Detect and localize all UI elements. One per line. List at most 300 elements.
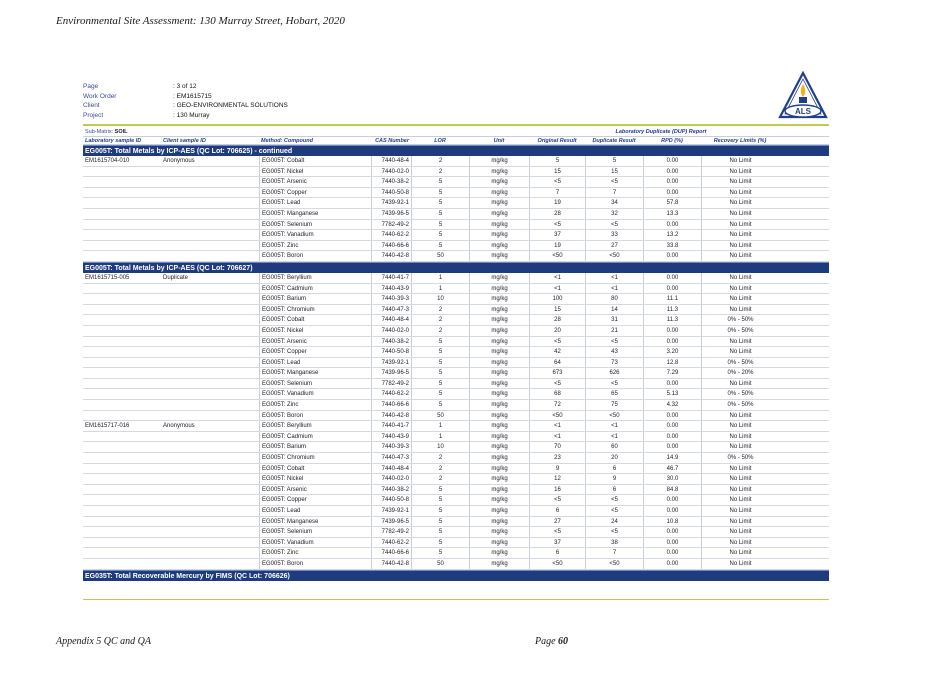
table-cell: 7440-48-4	[371, 315, 411, 325]
table-row	[83, 517, 829, 528]
table-cell: 0.00	[643, 538, 701, 548]
table-cell: No Limit	[701, 273, 779, 283]
table-cell: mg/kg	[469, 506, 529, 516]
table-cell: 7440-47-3	[371, 305, 411, 315]
table-cell: mg/kg	[469, 188, 529, 198]
table-cell: EG005T: Zinc	[259, 400, 371, 410]
table-cell: <5	[585, 495, 643, 505]
table-cell: No Limit	[701, 188, 779, 198]
table-cell	[161, 517, 259, 527]
column-header: Laboratory sample ID	[85, 137, 142, 144]
table-cell: 0.00	[643, 188, 701, 198]
table-cell: 7440-43-9	[371, 284, 411, 294]
table-cell	[161, 453, 259, 463]
table-cell: 6	[585, 464, 643, 474]
table-cell: No Limit	[701, 284, 779, 294]
table-cell: EG005T: Boron	[259, 559, 371, 569]
table-cell: EG005T: Beryllium	[259, 273, 371, 283]
table-cell: 65	[585, 389, 643, 399]
table-cell	[83, 294, 161, 304]
table-cell: 7440-38-2	[371, 485, 411, 495]
table-row	[83, 188, 829, 199]
table-row	[83, 442, 829, 453]
table-cell: 13.2	[643, 230, 701, 240]
table-cell: mg/kg	[469, 411, 529, 421]
table-cell: No Limit	[701, 421, 779, 431]
table-cell: No Limit	[701, 177, 779, 187]
table-cell: 0.00	[643, 506, 701, 516]
table-cell: 5	[411, 230, 469, 240]
table-cell	[83, 379, 161, 389]
table-cell	[161, 495, 259, 505]
table-row	[83, 294, 829, 305]
table-cell	[83, 167, 161, 177]
table-body	[83, 145, 829, 581]
table-cell: <50	[529, 251, 585, 261]
table-cell: No Limit	[701, 156, 779, 166]
table-cell: <1	[585, 284, 643, 294]
table-cell: mg/kg	[469, 453, 529, 463]
table-cell: 7440-50-8	[371, 188, 411, 198]
table-cell: No Limit	[701, 251, 779, 261]
table-cell: EG005T: Cadmium	[259, 432, 371, 442]
table-cell	[161, 188, 259, 198]
table-cell: 14	[585, 305, 643, 315]
meta-row	[83, 101, 288, 111]
table-cell: 3.20	[643, 347, 701, 357]
table-cell: mg/kg	[469, 485, 529, 495]
table-cell: 5	[411, 548, 469, 558]
table-cell: EG005T: Copper	[259, 347, 371, 357]
table-cell: mg/kg	[469, 209, 529, 219]
column-header: LOR	[434, 137, 446, 144]
sub-matrix-value: SOIL	[114, 128, 128, 135]
page-number-value: 60	[558, 636, 569, 647]
table-cell: EG005T: Boron	[259, 411, 371, 421]
table-cell: 7440-66-6	[371, 548, 411, 558]
table-cell: 10	[411, 294, 469, 304]
table-cell: 7440-66-6	[371, 241, 411, 251]
table-row	[83, 167, 829, 178]
table-cell: EG005T: Vanadium	[259, 538, 371, 548]
table-row	[83, 389, 829, 400]
table-row	[83, 379, 829, 390]
table-row	[83, 198, 829, 209]
table-cell: 626	[585, 368, 643, 378]
table-cell: No Limit	[701, 506, 779, 516]
table-cell: No Limit	[701, 527, 779, 537]
table-cell: 15	[529, 305, 585, 315]
table-cell: 0.00	[643, 273, 701, 283]
column-header: Unit	[493, 137, 505, 144]
meta-value: : EM1615715	[173, 92, 212, 100]
table-cell: 7440-38-2	[371, 177, 411, 187]
meta-row	[83, 82, 288, 92]
table-cell: 16	[529, 485, 585, 495]
table-cell	[161, 474, 259, 484]
table-cell: EM1615717-016	[85, 423, 130, 430]
table-cell: 0% - 50%	[701, 358, 779, 368]
table-cell: 7440-41-7	[371, 273, 411, 283]
table-cell: 7439-96-5	[371, 209, 411, 219]
table-cell: 0% - 50%	[701, 453, 779, 463]
table-row	[83, 284, 829, 295]
table-cell: No Limit	[701, 474, 779, 484]
table-cell: EG005T: Manganese	[259, 368, 371, 378]
table-cell: 1	[411, 284, 469, 294]
table-cell: 7.29	[643, 368, 701, 378]
table-cell: Duplicate	[163, 274, 189, 281]
table-cell: EG005T: Copper	[259, 495, 371, 505]
table-cell	[161, 230, 259, 240]
table-cell: 7	[585, 188, 643, 198]
table-cell: 64	[529, 358, 585, 368]
table-cell	[83, 485, 161, 495]
table-cell: 7440-66-6	[371, 400, 411, 410]
table-row	[83, 538, 829, 549]
meta-label: Page	[83, 83, 99, 90]
sub-matrix-label: Sub-Matrix:	[85, 128, 114, 135]
table-cell: <1	[585, 421, 643, 431]
section-header: EG035T: Total Recoverable Mercury by FIMS (QC Lot: 706626)	[83, 570, 829, 581]
column-header: CAS Number	[375, 137, 409, 144]
table-cell: 5	[411, 220, 469, 230]
table-cell: 21	[585, 326, 643, 336]
table-cell	[83, 495, 161, 505]
table-cell: mg/kg	[469, 167, 529, 177]
table-cell: EG005T: Nickel	[259, 167, 371, 177]
table-cell: 7440-48-4	[371, 464, 411, 474]
table-cell: <1	[529, 273, 585, 283]
table-cell: mg/kg	[469, 495, 529, 505]
table-cell: 28	[529, 315, 585, 325]
table-cell: 0% - 50%	[701, 389, 779, 399]
table-cell: 7440-39-3	[371, 442, 411, 452]
table-cell: EG005T: Cobalt	[259, 464, 371, 474]
table-cell: 10	[411, 442, 469, 452]
table-cell: No Limit	[701, 198, 779, 208]
table-cell: mg/kg	[469, 198, 529, 208]
table-cell: <5	[585, 379, 643, 389]
table-cell: 10.8	[643, 517, 701, 527]
table-cell: EG005T: Lead	[259, 358, 371, 368]
table-row	[83, 347, 829, 358]
table-cell: 32	[585, 209, 643, 219]
table-cell: mg/kg	[469, 442, 529, 452]
duplicate-report-table	[83, 127, 829, 581]
table-cell: <1	[585, 273, 643, 283]
table-cell: 5	[411, 177, 469, 187]
table-cell: 1	[411, 432, 469, 442]
table-cell	[83, 464, 161, 474]
table-cell	[161, 326, 259, 336]
table-cell: 7439-92-1	[371, 358, 411, 368]
table-row	[83, 305, 829, 316]
table-cell	[83, 177, 161, 187]
table-cell: 15	[529, 167, 585, 177]
table-cell: 70	[529, 442, 585, 452]
table-cell: mg/kg	[469, 358, 529, 368]
table-cell: EG005T: Cobalt	[259, 156, 371, 166]
table-row	[83, 230, 829, 241]
als-logo	[777, 70, 829, 122]
table-cell: mg/kg	[469, 464, 529, 474]
table-cell: 7440-41-7	[371, 421, 411, 431]
table-row	[83, 220, 829, 231]
table-cell: No Limit	[701, 411, 779, 421]
sub-matrix	[83, 129, 491, 135]
table-cell: 7440-43-9	[371, 432, 411, 442]
table-cell: <1	[585, 432, 643, 442]
meta-label: Client	[83, 102, 100, 109]
table-cell: mg/kg	[469, 559, 529, 569]
table-cell: <50	[585, 559, 643, 569]
table-cell	[83, 368, 161, 378]
table-cell: mg/kg	[469, 400, 529, 410]
table-cell: mg/kg	[469, 421, 529, 431]
table-cell: 7440-50-8	[371, 347, 411, 357]
table-row	[83, 474, 829, 485]
table-cell: 0.00	[643, 548, 701, 558]
table-cell: 31	[585, 315, 643, 325]
table-cell: 57.8	[643, 198, 701, 208]
table-cell	[161, 284, 259, 294]
table-cell: 5	[411, 209, 469, 219]
table-cell	[161, 464, 259, 474]
table-cell	[161, 368, 259, 378]
table-cell: 0% - 50%	[701, 315, 779, 325]
table-cell	[161, 358, 259, 368]
table-cell: <5	[585, 527, 643, 537]
table-row	[83, 495, 829, 506]
table-cell: No Limit	[701, 230, 779, 240]
table-row	[83, 337, 829, 348]
table-cell: No Limit	[701, 167, 779, 177]
table-cell: mg/kg	[469, 326, 529, 336]
table-cell: 75	[585, 400, 643, 410]
table-cell: 673	[529, 368, 585, 378]
table-cell: 7440-48-4	[371, 156, 411, 166]
table-cell: <50	[585, 251, 643, 261]
table-cell: 30.0	[643, 474, 701, 484]
table-cell: 0.00	[643, 167, 701, 177]
table-cell: Anonymous	[163, 158, 195, 164]
table-cell: mg/kg	[469, 284, 529, 294]
table-cell: 14.9	[643, 453, 701, 463]
table-cell: 7782-49-2	[371, 527, 411, 537]
table-cell: 7440-42-8	[371, 411, 411, 421]
table-cell	[83, 347, 161, 357]
table-cell: 1	[411, 421, 469, 431]
table-cell: 20	[585, 453, 643, 463]
table-cell: <5	[529, 527, 585, 537]
table-cell: 0.00	[643, 432, 701, 442]
table-cell: 9	[585, 474, 643, 484]
table-cell	[161, 220, 259, 230]
table-cell: EG005T: Chromium	[259, 453, 371, 463]
table-cell: EM1615704-010	[85, 158, 130, 164]
meta-row	[83, 92, 288, 102]
table-cell: mg/kg	[469, 432, 529, 442]
table-cell: No Limit	[701, 517, 779, 527]
table-cell	[161, 411, 259, 421]
table-cell: 37	[529, 230, 585, 240]
appendix-label: Appendix 5 QC and QA	[56, 636, 151, 647]
table-cell: 7440-02-0	[371, 474, 411, 484]
table-cell: 5	[411, 347, 469, 357]
table-cell: Anonymous	[163, 423, 195, 430]
column-header: Original Result	[537, 137, 577, 144]
column-header: RPD (%)	[661, 137, 683, 144]
table-cell: EG005T: Barium	[259, 442, 371, 452]
table-cell: <5	[585, 337, 643, 347]
table-cell: 0.00	[643, 337, 701, 347]
section-header: EG005T: Total Metals by ICP-AES (QC Lot: 706627)	[83, 262, 829, 273]
column-header: Duplicate Result	[592, 137, 636, 144]
table-cell: No Limit	[701, 294, 779, 304]
table-cell	[161, 485, 259, 495]
table-cell: 0.00	[643, 495, 701, 505]
table-cell: 7440-62-2	[371, 389, 411, 399]
table-cell: EG005T: Arsenic	[259, 337, 371, 347]
table-row	[83, 506, 829, 517]
table-cell: 5	[585, 156, 643, 166]
table-cell: 27	[585, 241, 643, 251]
table-cell: 5	[411, 506, 469, 516]
table-cell: 11.1	[643, 294, 701, 304]
table-cell	[83, 506, 161, 516]
table-cell: 6	[529, 506, 585, 516]
table-cell: 2	[411, 453, 469, 463]
table-cell: 0.00	[643, 559, 701, 569]
table-cell	[83, 230, 161, 240]
table-cell	[83, 559, 161, 569]
table-cell: <1	[529, 421, 585, 431]
table-cell: <5	[529, 495, 585, 505]
table-cell: 7440-42-8	[371, 251, 411, 261]
meta-value: : GEO-ENVIRONMENTAL SOLUTIONS	[173, 102, 288, 109]
table-cell: mg/kg	[469, 517, 529, 527]
table-cell: EG005T: Copper	[259, 188, 371, 198]
table-cell	[83, 241, 161, 251]
table-cell: 5	[411, 495, 469, 505]
table-cell: 42	[529, 347, 585, 357]
table-cell	[83, 442, 161, 452]
table-cell: 0.00	[643, 220, 701, 230]
table-cell	[161, 442, 259, 452]
table-cell: <5	[529, 177, 585, 187]
table-row	[83, 464, 829, 475]
table-cell: 7439-92-1	[371, 506, 411, 516]
table-row	[83, 241, 829, 252]
table-cell: 7	[529, 188, 585, 198]
table-row	[83, 400, 829, 411]
table-row	[83, 326, 829, 337]
table-cell: No Limit	[701, 538, 779, 548]
table-cell: 0.00	[643, 251, 701, 261]
table-cell: 5	[411, 485, 469, 495]
table-cell: 84.8	[643, 485, 701, 495]
table-cell: EG005T: Selenium	[259, 220, 371, 230]
page-header: Environmental Site Assessment: 130 Murray Street, Hobart, 2020	[56, 15, 345, 27]
table-cell: <5	[585, 506, 643, 516]
table-cell: mg/kg	[469, 337, 529, 347]
table-cell	[83, 389, 161, 399]
table-cell	[83, 209, 161, 219]
column-header: Client sample ID	[163, 137, 206, 144]
table-cell	[83, 432, 161, 442]
column-header-row	[83, 136, 829, 145]
table-cell	[83, 251, 161, 261]
table-cell: mg/kg	[469, 230, 529, 240]
table-cell: No Limit	[701, 485, 779, 495]
table-cell: EG005T: Zinc	[259, 548, 371, 558]
table-cell: 73	[585, 358, 643, 368]
table-cell	[83, 198, 161, 208]
table-cell: <5	[529, 379, 585, 389]
table-cell: 0.00	[643, 411, 701, 421]
table-cell: 5	[411, 368, 469, 378]
table-cell: 0.00	[643, 284, 701, 294]
table-cell: <5	[585, 220, 643, 230]
table-cell: 5	[411, 517, 469, 527]
meta-row	[83, 111, 288, 121]
table-cell: 19	[529, 241, 585, 251]
table-row	[83, 358, 829, 369]
table-cell: 7	[585, 548, 643, 558]
table-row	[83, 559, 829, 570]
table-cell	[83, 284, 161, 294]
table-cell: 5.13	[643, 389, 701, 399]
table-cell	[161, 538, 259, 548]
table-cell: 0.00	[643, 421, 701, 431]
table-cell: 7440-02-0	[371, 167, 411, 177]
table-cell: mg/kg	[469, 273, 529, 283]
table-cell: 50	[411, 411, 469, 421]
table-cell: 7782-49-2	[371, 379, 411, 389]
table-cell: mg/kg	[469, 538, 529, 548]
table-cell: <50	[529, 559, 585, 569]
table-cell: 43	[585, 347, 643, 357]
table-row	[83, 209, 829, 220]
table-cell: 50	[411, 251, 469, 261]
table-cell: No Limit	[701, 209, 779, 219]
table-cell: 7439-96-5	[371, 368, 411, 378]
table-cell: EG005T: Vanadium	[259, 389, 371, 399]
table-cell	[161, 506, 259, 516]
table-cell: mg/kg	[469, 379, 529, 389]
table-cell: 7440-50-8	[371, 495, 411, 505]
table-cell: 100	[529, 294, 585, 304]
table-cell: No Limit	[701, 495, 779, 505]
table-cell: 2	[411, 326, 469, 336]
table-cell: 0% - 20%	[701, 368, 779, 378]
table-cell: 7440-42-8	[371, 559, 411, 569]
table-cell: EG005T: Barium	[259, 294, 371, 304]
table-cell: 7440-62-2	[371, 538, 411, 548]
table-cell	[83, 358, 161, 368]
table-cell: mg/kg	[469, 527, 529, 537]
table-cell: mg/kg	[469, 368, 529, 378]
table-cell: 15	[585, 167, 643, 177]
table-cell: EG005T: Arsenic	[259, 177, 371, 187]
table-cell: EG005T: Cadmium	[259, 284, 371, 294]
table-cell: 19	[529, 198, 585, 208]
table-cell	[161, 527, 259, 537]
table-cell: 13.3	[643, 209, 701, 219]
table-cell: 6	[529, 548, 585, 558]
table-cell: 7440-62-2	[371, 230, 411, 240]
